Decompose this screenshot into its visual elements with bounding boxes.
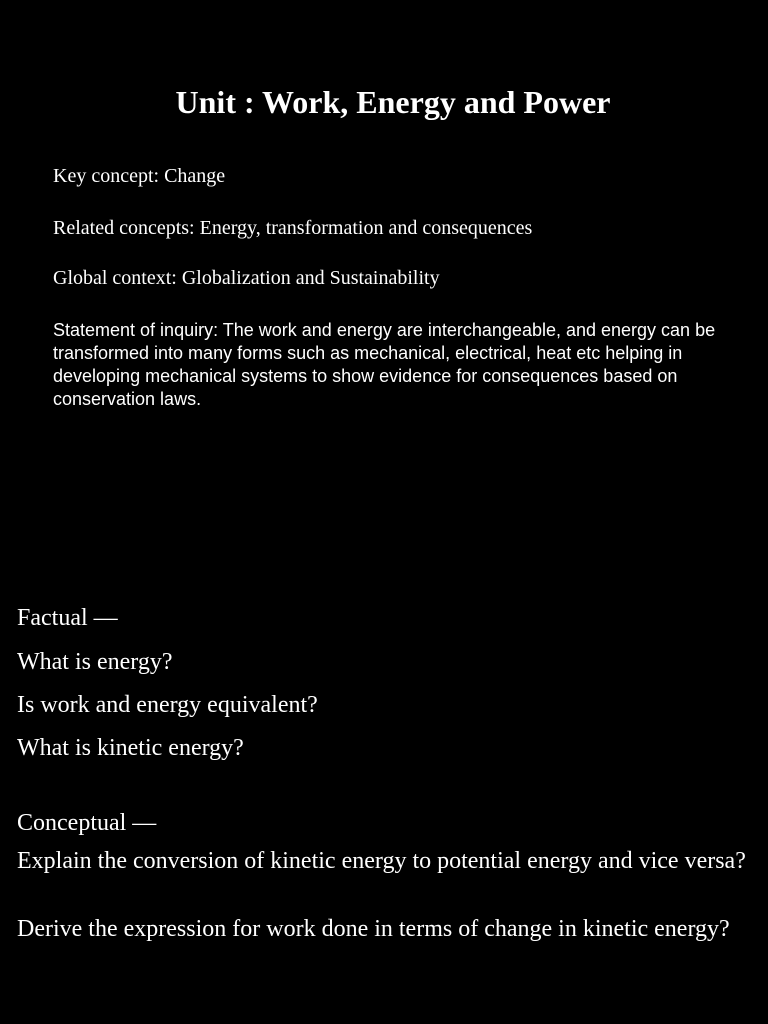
statement-of-inquiry: Statement of inquiry: The work and energy are interchangeable, and energy can be transformed into many forms such as mechanical, electrical, heat etc helping in developing mechanical systems to show evidence for consequences based on conservation laws. xyxy=(53,320,716,409)
factual-heading: Factual — xyxy=(17,605,118,631)
related-concepts: Related concepts: Energy, transformation and consequences xyxy=(53,217,533,239)
factual-question-3: What is kinetic energy? xyxy=(17,735,244,761)
global-context: Global context: Globalization and Sustainability xyxy=(53,267,440,289)
key-concept: Key concept: Change xyxy=(53,165,226,187)
conceptual-question-2: Derive the expression for work done in terms of change in kinetic energy? xyxy=(17,916,730,942)
factual-question-1: What is energy? xyxy=(17,649,173,675)
conceptual-question-1: Explain the conversion of kinetic energy to potential energy and vice versa? xyxy=(17,848,746,874)
conceptual-heading: Conceptual — xyxy=(17,810,157,836)
unit-title: Unit : Work, Energy and Power xyxy=(175,84,611,120)
factual-question-2: Is work and energy equivalent? xyxy=(17,692,318,718)
